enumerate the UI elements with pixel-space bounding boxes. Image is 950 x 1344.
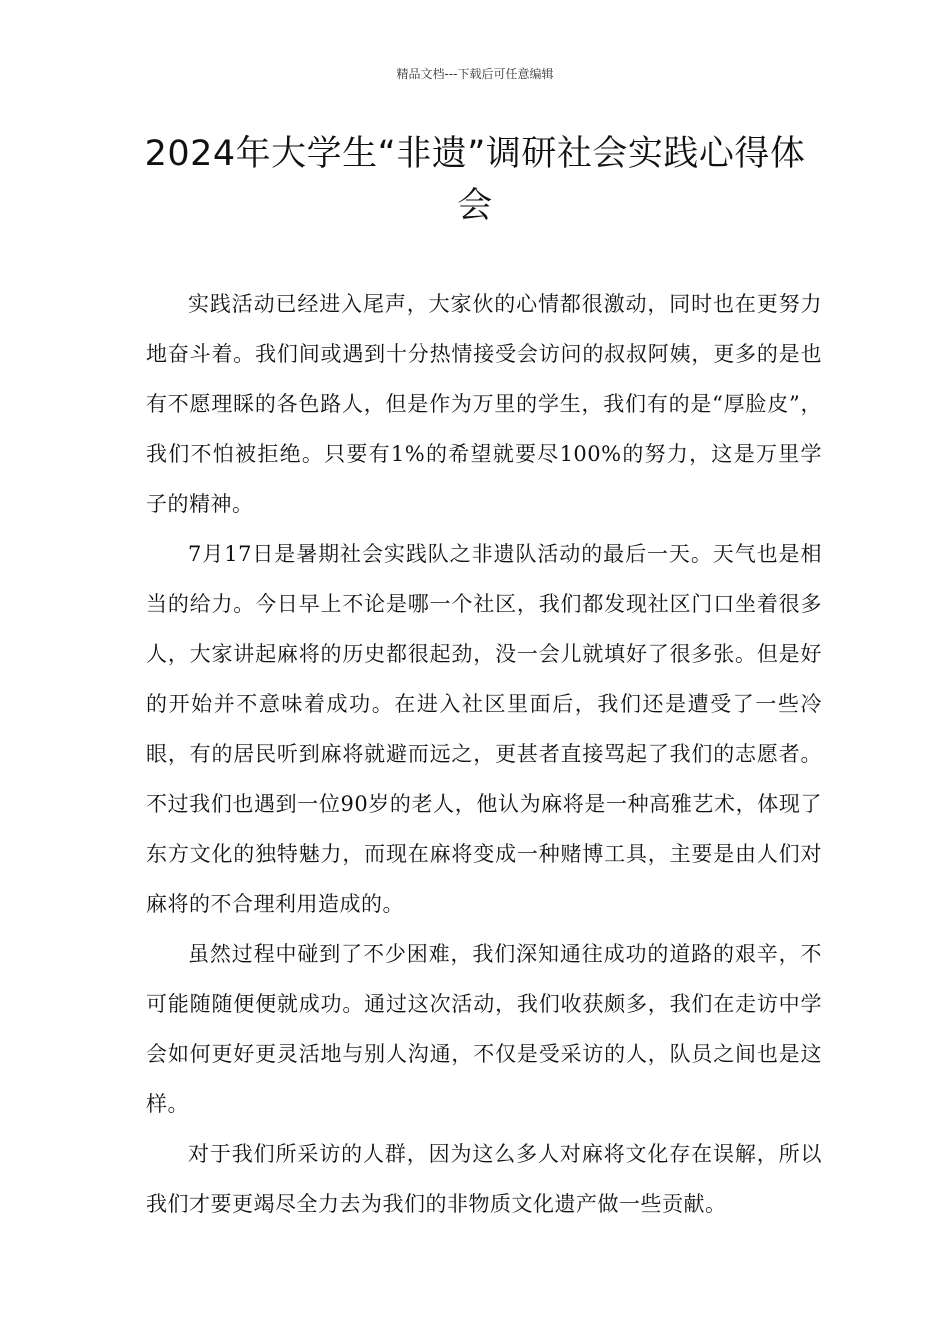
- document-title: 2024年大学生“非遗”调研社会实践心得体会: [144, 134, 806, 226]
- header-note: 精品文档---下载后可任意编辑: [396, 67, 554, 81]
- document-body: [146, 279, 822, 1229]
- paragraph-4: 对于我们所采访的人群，因为这么多人对麻将文化存在误解，所以我们才要更竭尽全力去为我们的非物质文化遗产做一些贡献。: [146, 1142, 822, 1216]
- paragraph-1: 实践活动已经进入尾声，大家伙的心情都很激动，同时也在更努力地奋斗着。我们间或遇到十分热情接受会访问的叔叔阿姨，更多的是也有不愿理睬的各色路人，但是作为万里的学生，我们有的是“厚脸皮”，我们不怕被拒绝。只要有1%的希望就要尽100%的努力，这是万里学子的精神。: [146, 292, 822, 516]
- paragraph-2: 7月17日是暑期社会实践队之非遗队活动的最后一天。天气也是相当的给力。今日早上不论是哪一个社区，我们都发现社区门口坐着很多人，大家讲起麻将的历史都很起劲，没一会儿就填好了很多张。但是好的开始并不意味着成功。在进入社区里面后，我们还是遭受了一些冷眼，有的居民听到麻将就避而远之，更甚者直接骂起了我们的志愿者。不过我们也遇到一位90岁的老人，他认为麻将是一种高雅艺术，体现了东方文化的独特魅力，而现在麻将变成一种赌博工具，主要是由人们对麻将的不合理利用造成的。: [146, 542, 822, 916]
- paragraph-3: 虽然过程中碰到了不少困难，我们深知通往成功的道路的艰辛，不可能随随便便就成功。通过这次活动，我们收获颇多，我们在走访中学会如何更好更灵活地与别人沟通，不仅是受采访的人，队员之间也是这样。: [146, 942, 822, 1116]
